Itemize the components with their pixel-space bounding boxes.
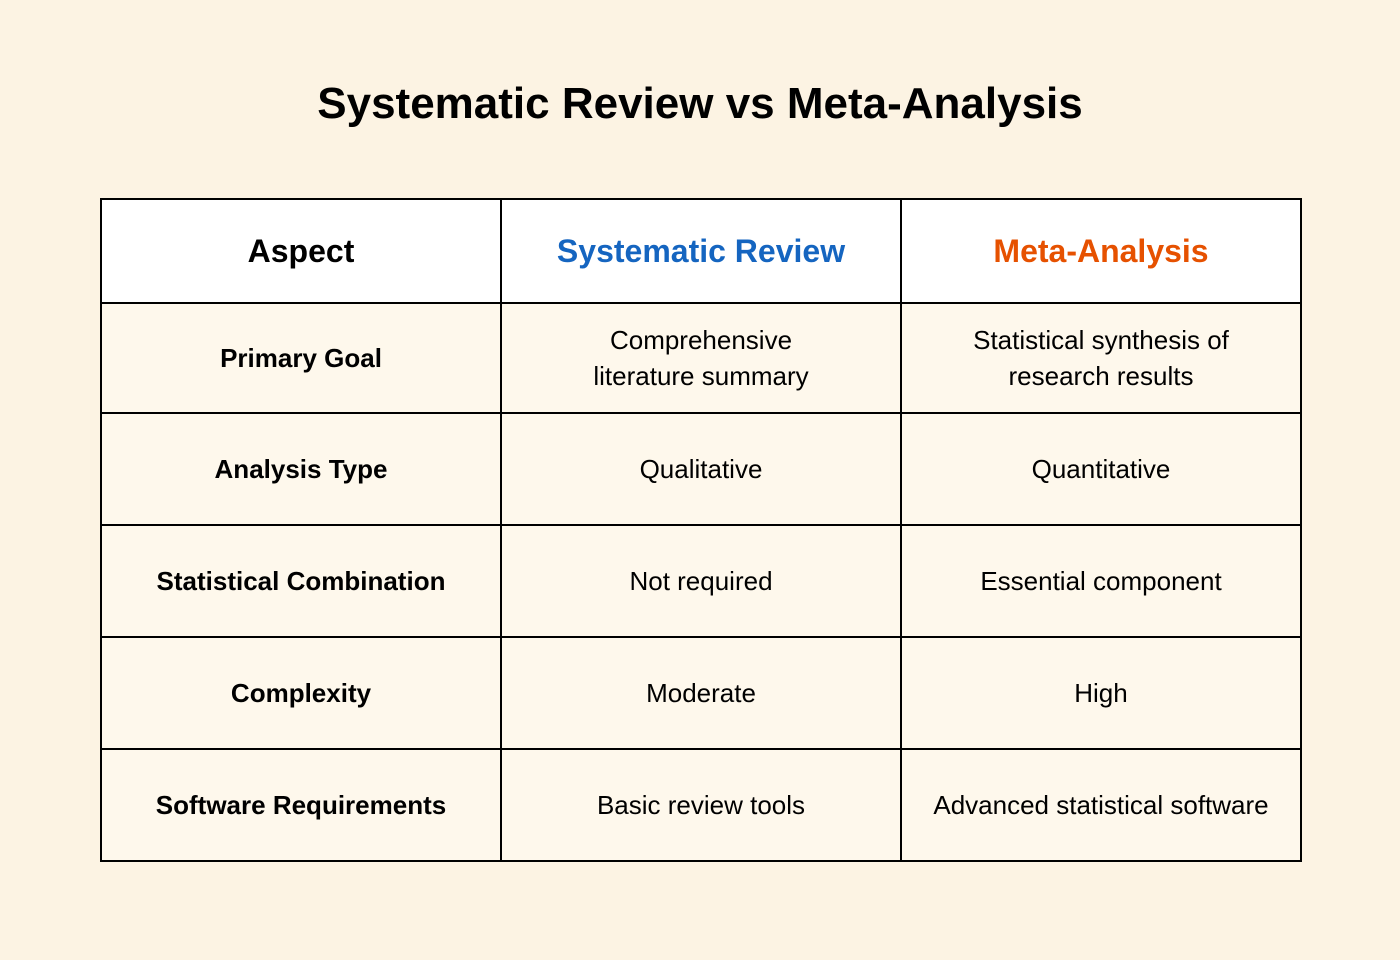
table-row — [101, 637, 1301, 749]
table-header-row — [101, 199, 1301, 303]
meta-analysis-cell: Quantitative — [901, 413, 1301, 525]
table-row — [101, 413, 1301, 525]
comparison-table — [100, 198, 1302, 862]
header-aspect: Aspect — [101, 199, 501, 303]
comparison-table-container — [100, 198, 1300, 862]
aspect-cell: Complexity — [101, 637, 501, 749]
table-row — [101, 303, 1301, 413]
header-meta-analysis: Meta-Analysis — [901, 199, 1301, 303]
page-title: Systematic Review vs Meta-Analysis — [317, 79, 1083, 128]
systematic-review-cell: Moderate — [501, 637, 901, 749]
table-row — [101, 749, 1301, 861]
table-row — [101, 525, 1301, 637]
header-systematic-review: Systematic Review — [501, 199, 901, 303]
meta-analysis-cell: Statistical synthesis of research results — [901, 303, 1301, 413]
aspect-cell: Primary Goal — [101, 303, 501, 413]
meta-analysis-cell: Advanced statistical software — [901, 749, 1301, 861]
systematic-review-cell: Not required — [501, 525, 901, 637]
systematic-review-cell: Basic review tools — [501, 749, 901, 861]
meta-analysis-cell: High — [901, 637, 1301, 749]
meta-analysis-cell: Essential component — [901, 525, 1301, 637]
systematic-review-cell: Comprehensive literature summary — [501, 303, 901, 413]
aspect-cell: Statistical Combination — [101, 525, 501, 637]
aspect-cell: Analysis Type — [101, 413, 501, 525]
systematic-review-cell: Qualitative — [501, 413, 901, 525]
aspect-cell: Software Requirements — [101, 749, 501, 861]
